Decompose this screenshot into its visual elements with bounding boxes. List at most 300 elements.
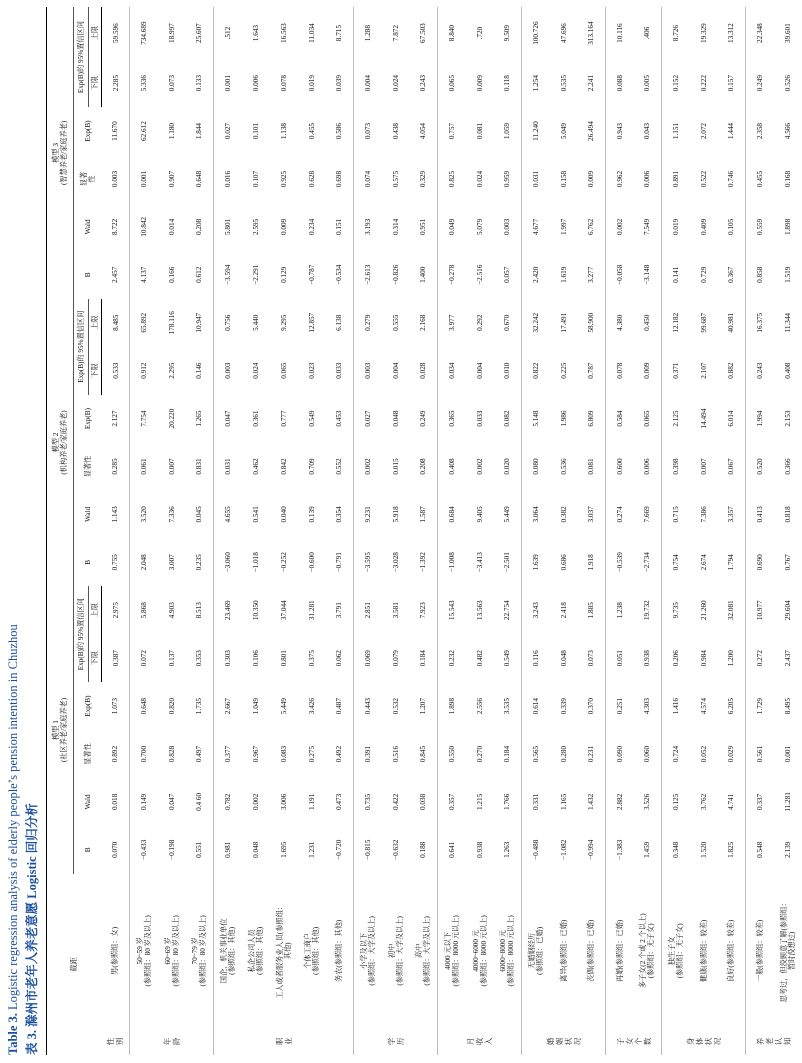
col-lower: 下限 [89, 634, 102, 682]
variable-label: 无婚姻经历 (参照组：已婚) [522, 874, 550, 1028]
col-wald: Wald [83, 219, 92, 235]
cell-m2-expb: 6.014 [727, 410, 736, 427]
cell-m3-b: 3.277 [587, 266, 596, 283]
variable-label: 健康(参照组：较差) [699, 919, 708, 982]
cell-m1-b: 0.981 [214, 826, 242, 874]
cell-m3-expb: 1.059 [503, 122, 512, 140]
cell-m2-lower: 0.010 [503, 362, 512, 379]
cell-m1-lower: 0.272 [746, 634, 774, 682]
cell-m1-lower: 0.549 [503, 650, 512, 667]
cell-m3-b: −2.613 [354, 251, 382, 299]
cell-m1-lower: 0.303 [214, 634, 242, 682]
cell-m1-expb: 4.303 [643, 698, 652, 715]
table-row [634, 7, 662, 1055]
cell-m1-upper: 8.513 [195, 602, 204, 619]
model-2-subtitle: (机构养老/家庭养老) [60, 410, 68, 475]
cell-m2-lower: 0.034 [438, 347, 466, 395]
cell-m1-lower: 0.938 [643, 650, 652, 667]
cell-m2-upper: 3.977 [438, 299, 466, 347]
cell-m3-wald: 0.014 [167, 218, 176, 235]
cell-m1-sig: 0.029 [727, 745, 736, 763]
cell-m1-lower: 0.801 [279, 650, 288, 667]
cell-m2-lower: 0.009 [643, 362, 652, 379]
cell-m2-b: 0.690 [746, 538, 774, 586]
cell-m3-b: 1.400 [419, 266, 428, 283]
cell-m1-sig: 0.550 [438, 730, 466, 778]
cell-m1-sig: 0.700 [130, 730, 158, 778]
cell-m2-expb: 14.494 [699, 408, 708, 429]
variable-label: 个体工商户 (参照组：其他) [303, 926, 320, 975]
cell-m3-b: −0.534 [335, 264, 344, 285]
cell-m1-sig: 0.497 [195, 745, 204, 763]
cell-m1-sig: 0.060 [643, 745, 652, 763]
cell-m1-upper: 13.563 [475, 600, 484, 621]
cell-m2-sig: 0.842 [279, 458, 288, 475]
cell-m2-wald: 3.064 [522, 490, 550, 538]
cell-m1-b: 1.231 [307, 841, 316, 858]
cell-m2-b: −3.060 [214, 538, 242, 586]
cell-m3-sig: 0.074 [354, 155, 382, 203]
cell-m3-upper: 11.034 [307, 23, 316, 43]
cell-m1-wald: 0.047 [167, 793, 176, 810]
cell-m2-sig: 0.067 [727, 458, 736, 475]
cell-m1-upper: 7.923 [419, 602, 428, 619]
col-sig: 显著 性 [79, 171, 96, 187]
cell-m3-b: 0.129 [279, 266, 288, 283]
cell-m3-b: 0.612 [195, 266, 204, 283]
cell-m2-sig: 0.285 [111, 458, 120, 475]
caption-chinese [22, 803, 40, 1055]
cell-m3-expb: 2.072 [699, 122, 708, 140]
col-upper: 上限 [89, 299, 102, 347]
cell-m2-lower: 0.028 [419, 362, 428, 379]
cell-m3-sig: 0.907 [167, 170, 176, 188]
cell-m2-upper: 40.981 [727, 312, 736, 333]
cell-m2-b: −0.252 [279, 552, 288, 573]
cell-m1-expb: 0.614 [522, 682, 550, 730]
cell-m3-upper: 13.312 [727, 23, 736, 43]
cell-m2-wald: 9.405 [475, 506, 484, 523]
cell-m2-sig: 0.020 [503, 458, 512, 475]
cell-m2-upper: 8.485 [111, 314, 120, 331]
col-sig: 显著性 [83, 743, 92, 765]
cell-m3-sig: 0.329 [419, 170, 428, 188]
table-row [186, 7, 214, 1055]
cell-m2-upper: 12.857 [307, 312, 316, 333]
cell-m3-upper: 16.563 [279, 23, 288, 43]
cell-m2-sig: 0.006 [643, 458, 652, 475]
variable-label: 男(参照组：女) [111, 926, 120, 975]
cell-m1-b: 1.263 [503, 841, 512, 858]
cell-m2-sig: 0.462 [251, 458, 260, 475]
cell-m1-upper: 9.735 [662, 586, 690, 634]
cell-m1-b: 0.548 [746, 826, 774, 874]
cell-m3-upper: 47.696 [559, 23, 568, 43]
cell-m1-upper: 19.732 [643, 600, 652, 621]
cell-m2-lower: 0.004 [391, 362, 400, 379]
cell-m2-wald: 9.231 [354, 490, 382, 538]
col-upper: 上限 [89, 586, 102, 634]
cell-m3-lower: 0.073 [167, 75, 176, 92]
cell-m3-upper: 25.607 [195, 23, 204, 43]
cell-m3-sig: 0.628 [307, 170, 316, 188]
cell-m1-expb: 2.556 [475, 698, 484, 715]
cell-m2-lower: 0.033 [335, 362, 344, 379]
cell-m3-lower: 0.249 [746, 59, 774, 107]
cell-m1-b: 0.641 [438, 826, 466, 874]
cell-m3-lower: 0.133 [195, 75, 204, 92]
table-row [522, 7, 550, 1055]
cell-m3-sig: 0.006 [643, 170, 652, 188]
cell-m2-sig: 0.600 [606, 443, 634, 491]
cell-m3-upper: 8.840 [438, 7, 466, 59]
cell-m1-expb: 1.416 [662, 682, 690, 730]
cell-m3-expb: 5.049 [559, 122, 568, 140]
cell-m3-expb: 0.757 [438, 107, 466, 155]
cell-m2-upper: 12.182 [662, 299, 690, 347]
group-label-text: 职业 [274, 1037, 293, 1046]
cell-m3-lower: 0.526 [783, 75, 792, 92]
cell-m3-lower: 0.535 [559, 75, 568, 92]
cell-m3-sig: 0.959 [503, 170, 512, 188]
cell-m1-wald: 0.125 [662, 778, 690, 826]
cell-m3-expb: 1.444 [727, 122, 736, 140]
caption-english-label: Table 3. [6, 1013, 20, 1055]
col-b: B [83, 272, 92, 278]
cell-m3-wald: 0.151 [335, 218, 344, 235]
cell-m2-expb: 0.048 [391, 410, 400, 427]
cell-m3-lower: 0.004 [354, 59, 382, 107]
cell-m3-lower: 0.088 [606, 59, 634, 107]
cell-m1-lower: 0.387 [111, 650, 120, 667]
cell-m3-b: 2.457 [111, 266, 120, 283]
cell-m3-wald: 4.677 [522, 203, 550, 251]
cell-m1-sig: 0.967 [251, 745, 260, 763]
cell-m3-sig: 0.001 [130, 155, 158, 203]
cell-m2-wald: 0.040 [279, 506, 288, 523]
cell-m1-sig: 0.561 [746, 730, 774, 778]
cell-m2-b: 2.674 [699, 554, 708, 571]
cell-m1-lower: 0.984 [699, 650, 708, 667]
group-label-text: 学历 [386, 1037, 405, 1046]
cell-m2-expb: 6.809 [587, 410, 596, 427]
cell-m1-expb: 6.205 [727, 698, 736, 715]
cell-m2-lower: 0.408 [783, 362, 792, 379]
cell-m2-wald: 1.143 [111, 506, 120, 523]
group-label-text: 年龄 [162, 1037, 181, 1046]
variable-label: 50~59 岁 (参照组：80 岁及以上) [130, 874, 158, 1028]
cell-m1-sig: 0.052 [699, 745, 708, 763]
cell-m3-lower: 0.118 [503, 75, 512, 92]
cell-m1-lower: 0.069 [354, 634, 382, 682]
cell-m3-expb: 62.612 [130, 107, 158, 155]
cell-m1-lower: 0.482 [475, 650, 484, 667]
cell-m1-expb: 0.339 [559, 698, 568, 715]
cell-m2-lower: 0.787 [587, 362, 596, 379]
cell-m3-wald: 0.105 [727, 218, 736, 235]
cell-m2-lower: 0.533 [111, 362, 120, 379]
cell-m3-lower: 0.078 [279, 75, 288, 92]
cell-m3-expb: 0.081 [475, 122, 484, 140]
cell-m1-wald: 2.882 [606, 778, 634, 826]
cell-m2-upper: 65.892 [130, 299, 158, 347]
cell-m3-upper: 18.997 [167, 23, 176, 43]
group-label [606, 1028, 662, 1055]
cell-m3-lower: 5.336 [130, 59, 158, 107]
cell-m3-wald: 10.842 [130, 203, 158, 251]
group-label [214, 1028, 354, 1055]
cell-m2-wald: 0.413 [746, 490, 774, 538]
cell-m1-upper: 2.851 [354, 586, 382, 634]
cell-m1-wald: 0.018 [111, 793, 120, 810]
col-b: B [83, 559, 92, 565]
cell-m1-b: 0.348 [662, 826, 690, 874]
cell-m2-b: 2.048 [130, 538, 158, 586]
cell-m2-upper: 6.138 [335, 314, 344, 331]
col-expb: Exp(B) [83, 695, 92, 717]
table-row [466, 7, 494, 1055]
cell-m3-wald: 0.009 [279, 218, 288, 235]
cell-m3-lower: 0.157 [727, 75, 736, 92]
cell-m1-sig: 0.275 [307, 745, 316, 763]
cell-m2-expb: 0.047 [214, 395, 242, 443]
cell-m1-upper: 2.418 [559, 602, 568, 619]
cell-m3-upper: 10.116 [606, 7, 634, 59]
variable-label: 4000~6000 元 (参照组：8000 元以上) [471, 915, 488, 987]
variable-label: 私企公司人员 (参照组：其他) [247, 926, 264, 975]
model-1-subtitle: (社区养老/家庭养老) [60, 697, 68, 763]
cell-m2-sig: 0.007 [167, 458, 176, 475]
cell-m2-lower: 2.107 [699, 362, 708, 379]
table-row [718, 7, 746, 1055]
cell-m3-expb: 0.043 [643, 122, 652, 140]
cell-m2-expb: 0.027 [354, 395, 382, 443]
cell-m3-upper: .512 [214, 7, 242, 59]
cell-m2-lower: 0.003 [354, 347, 382, 395]
cell-m3-sig: 0.648 [195, 170, 204, 188]
cell-m1-wald: 0.357 [438, 778, 466, 826]
cell-m3-lower: 0.039 [335, 75, 344, 92]
table-row [130, 7, 158, 1055]
cell-m2-expb: 1.265 [195, 410, 204, 427]
cell-m1-sig: 0.391 [354, 730, 382, 778]
caption-english [6, 624, 21, 1055]
cell-m2-expb: 0.249 [419, 410, 428, 427]
cell-m1-expb: 0.370 [587, 698, 596, 715]
cell-m1-wald: 0.735 [354, 778, 382, 826]
cell-m2-b: −0.539 [606, 538, 634, 586]
cell-m2-b: 0.767 [783, 554, 792, 571]
cell-m3-lower: 2.285 [111, 75, 120, 92]
cell-m2-lower: 0.004 [475, 362, 484, 379]
cell-m2-lower: 0.243 [746, 347, 774, 395]
cell-m3-sig: 0.009 [587, 170, 596, 188]
cell-m1-lower: 0.116 [522, 634, 550, 682]
cell-m3-upper: 59.596 [111, 23, 120, 43]
cell-m3-b: 4.137 [130, 251, 158, 299]
cell-m2-sig: 0.520 [746, 443, 774, 491]
variable-label: 一般(参照组：较差) [746, 874, 774, 1028]
variable-label: 工人或者服务业人员(参照组： 其他) [275, 902, 292, 999]
cell-m2-upper: 99.687 [699, 312, 708, 333]
cell-m1-expb: 0.532 [391, 698, 400, 715]
cell-m3-upper: 1.288 [354, 7, 382, 59]
cell-m3-wald: 2.595 [251, 218, 260, 235]
table-row [774, 7, 802, 1055]
header-model-2 [47, 299, 74, 587]
cell-m1-wald: 1.766 [503, 793, 512, 810]
cell-m1-wald: 0.4 60 [195, 792, 204, 811]
cell-m3-lower: 0.006 [251, 75, 260, 92]
cell-m3-b: 1.519 [783, 266, 792, 283]
cell-m2-sig: 0.536 [559, 458, 568, 475]
cell-m2-upper: 0.450 [643, 314, 652, 331]
cell-m2-sig: 0.081 [587, 458, 596, 475]
group-label-text: 性别 [106, 1037, 125, 1046]
col-ci: Exp(B)的 95%置信区间 [74, 7, 89, 107]
table-body [102, 7, 802, 1055]
group-label-text: 子女个数 [615, 1037, 652, 1046]
cell-m1-upper: 15.543 [438, 586, 466, 634]
cell-m2-sig: 0.031 [214, 443, 242, 491]
cell-m2-wald: 4.655 [214, 490, 242, 538]
cell-m3-expb: 2.358 [746, 107, 774, 155]
cell-m3-lower: 0.005 [643, 75, 652, 92]
variable-label: 离异(参照组：已婚) [559, 919, 568, 982]
cell-m3-upper: 9.509 [503, 25, 512, 42]
cell-m1-upper: 10.350 [251, 600, 260, 621]
cell-m3-sig: 0.962 [606, 155, 634, 203]
cell-m2-lower: 0.078 [606, 347, 634, 395]
cell-m3-sig: 0.891 [662, 155, 690, 203]
caption-english-text: Logistic regression analysis of elderly people’s pension intention in Chuzhou [6, 624, 20, 1014]
cell-m3-b: −3.594 [214, 251, 242, 299]
cell-m2-b: −2.501 [503, 552, 512, 573]
cell-m2-expb: 2.127 [111, 410, 120, 427]
cell-m1-sig: 0.083 [279, 745, 288, 763]
cell-m1-b: −1.383 [606, 826, 634, 874]
cell-m3-lower: 2.241 [587, 75, 596, 92]
cell-m3-expb: 26.494 [587, 121, 596, 141]
cell-m1-lower: 1.200 [727, 650, 736, 667]
cell-m3-lower: 0.065 [438, 59, 466, 107]
cell-m1-sig: 0.892 [111, 745, 120, 763]
cell-m3-b: −0.826 [391, 264, 400, 285]
cell-m3-b: 2.420 [522, 251, 550, 299]
cell-m2-wald: 3.520 [130, 490, 158, 538]
cell-m3-upper: 100.726 [522, 7, 550, 59]
cell-m2-expb: 0.584 [606, 395, 634, 443]
group-label-text: 婚姻状况 [545, 1037, 582, 1046]
col-ci: Exp(B)的 95%置信区间 [74, 299, 89, 395]
cell-m1-wald: 0.149 [130, 778, 158, 826]
cell-m1-b: 0.551 [195, 841, 204, 858]
group-label [662, 1028, 746, 1055]
cell-m2-wald: 1.587 [419, 506, 428, 523]
cell-m3-sig: 0.016 [214, 155, 242, 203]
cell-m1-sig: 0.828 [167, 745, 176, 763]
cell-m1-upper: 10.977 [746, 586, 774, 634]
table-row [382, 7, 410, 1055]
cell-m2-expb: 0.033 [475, 410, 484, 427]
cell-m2-upper: 2.168 [419, 314, 428, 331]
header-model-3 [47, 7, 74, 299]
cell-m3-upper: 67.503 [419, 23, 428, 43]
col-lower: 下限 [89, 59, 102, 107]
cell-m1-lower: 0.137 [167, 650, 176, 667]
header-model-1 [47, 586, 74, 874]
cell-m2-expb: 0.777 [279, 410, 288, 427]
cell-m1-lower: 0.072 [130, 634, 158, 682]
cell-m1-lower: 0.232 [438, 634, 466, 682]
cell-m3-sig: 0.024 [475, 170, 484, 188]
cell-m2-b: 0.686 [559, 554, 568, 571]
caption-chinese-text: 滁州市老年人养老意愿 Logistic 回归分析 [25, 803, 39, 1030]
col-wald: Wald [83, 794, 92, 810]
cell-m2-wald: 7.386 [699, 506, 708, 523]
model-3-title: 模型 3 [52, 142, 60, 163]
cell-m2-lower: 0.003 [214, 347, 242, 395]
group-label-text: 养老认知 [755, 1037, 792, 1046]
cell-m2-sig: 0.080 [522, 443, 550, 491]
cell-m1-sig: 0.377 [214, 730, 242, 778]
cell-m1-lower: 0.184 [419, 650, 428, 667]
cell-m2-lower: 0.024 [251, 362, 260, 379]
cell-m2-upper: 17.491 [559, 312, 568, 333]
cell-m1-lower: 2.437 [783, 650, 792, 667]
variable-label: 60~69 岁 (参照组：80 岁及以上) [163, 915, 180, 987]
cell-m2-wald: 5.918 [391, 506, 400, 523]
cell-m1-upper: 23.469 [214, 586, 242, 634]
table-row [690, 7, 718, 1055]
model-1-title: 模型 1 [52, 720, 60, 740]
table-row [214, 7, 242, 1055]
table-row [662, 7, 690, 1055]
cell-m3-sig: 0.158 [559, 170, 568, 188]
cell-m1-wald: 11.281 [783, 792, 792, 812]
group-label-text: 月收入 [466, 1037, 493, 1046]
cell-m3-b: 0.729 [699, 266, 708, 283]
cell-m3-expb: 0.101 [251, 122, 260, 140]
cell-m2-sig: 0.709 [307, 458, 316, 475]
table-row [746, 7, 774, 1055]
cell-m3-lower: 0.019 [307, 75, 316, 92]
cell-m3-wald: 3.193 [354, 203, 382, 251]
cell-m3-wald: 0.951 [419, 218, 428, 235]
cell-m3-b: −0.787 [307, 264, 316, 285]
cell-m1-expb: 1.207 [419, 698, 428, 715]
model-3-subtitle: (智慧养老/家庭养老) [60, 120, 68, 186]
cell-m2-wald: 5.449 [503, 506, 512, 523]
group-label-text: 身体状况 [685, 1037, 722, 1046]
cell-m3-upper: 8.715 [335, 25, 344, 42]
table-row [550, 7, 578, 1055]
table-row [606, 7, 634, 1055]
cell-m2-sig: 0.831 [195, 458, 204, 475]
col-lower: 下限 [89, 347, 102, 395]
cell-m1-b: −0.632 [391, 839, 400, 860]
cell-m1-b: 1.825 [727, 841, 736, 858]
cell-m2-b: 1.918 [587, 554, 596, 571]
cell-m3-sig: 0.522 [699, 170, 708, 188]
cell-m2-wald: 0.045 [195, 506, 204, 523]
cell-m2-wald: 0.818 [783, 506, 792, 523]
cell-m3-upper: 39.601 [783, 23, 792, 43]
cell-m2-b: −3.413 [475, 552, 484, 573]
cell-m2-lower: 0.882 [727, 362, 736, 379]
cell-m2-wald: 7.669 [643, 506, 652, 523]
cell-m1-lower: 0.375 [307, 650, 316, 667]
